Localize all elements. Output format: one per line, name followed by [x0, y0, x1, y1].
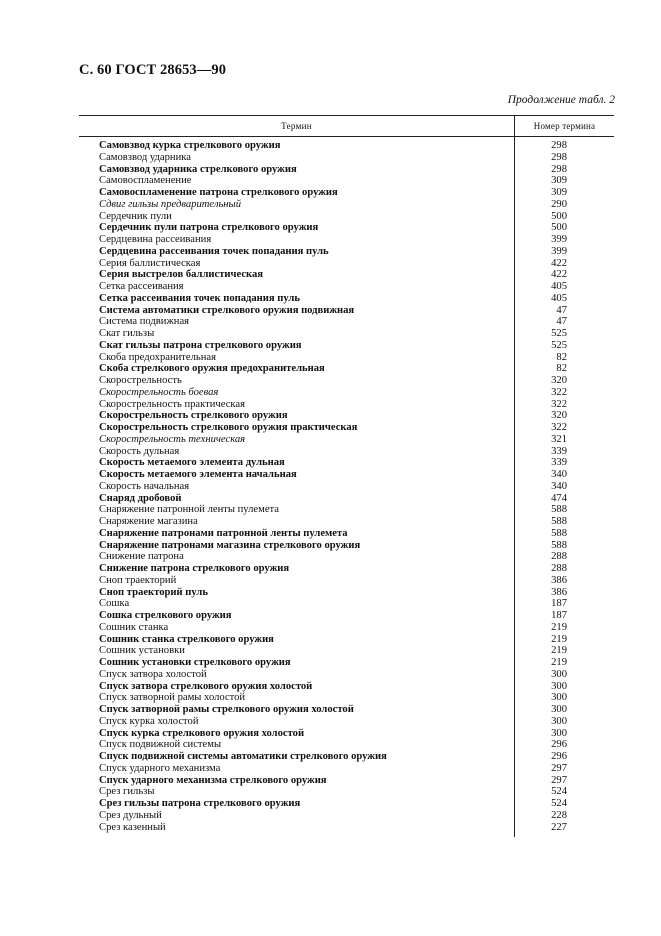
term-cell: Сетка рассеивания: [99, 281, 184, 292]
term-number-cell: 386: [551, 586, 567, 598]
table-row: [0, 258, 661, 270]
term-cell: Скорострельность практическая: [99, 398, 245, 410]
table-row: [0, 234, 661, 246]
term-number-cell: 524: [551, 786, 567, 798]
term-number-cell: 474: [551, 492, 567, 504]
table-row: [0, 481, 661, 493]
term-cell: Скорострельность стрелкового оружия практическая: [99, 422, 358, 433]
term-cell: Скорость метаемого элемента начальная: [99, 469, 297, 480]
term-cell: Сердечник пули патрона стрелкового оружия: [99, 222, 319, 234]
term-number-cell: 298: [551, 163, 567, 175]
table-row: [0, 634, 661, 646]
term-number-cell: 525: [551, 339, 567, 351]
term-number-cell: 300: [551, 715, 567, 727]
term-number-cell: 47: [556, 304, 567, 316]
term-number-cell: 300: [551, 668, 567, 680]
term-number-cell: 588: [551, 516, 567, 527]
term-number-cell: 187: [551, 610, 567, 621]
table-row: [0, 516, 661, 528]
table-row: [0, 446, 661, 458]
term-cell: Сошник установки стрелкового оружия: [99, 657, 291, 668]
term-cell: Сошка: [99, 598, 130, 610]
table-row: [0, 528, 661, 540]
table-row: [0, 164, 661, 176]
table-row: [0, 399, 661, 411]
table-row: [0, 540, 661, 552]
table-header-rule: [79, 136, 614, 137]
table-row: [0, 504, 661, 516]
term-table-body: [0, 140, 661, 833]
table-row: [0, 669, 661, 681]
term-cell: Скорость метаемого элемента дульная: [99, 457, 285, 469]
term-cell: Спуск курка холостой: [99, 715, 199, 727]
term-number-cell: 288: [551, 563, 567, 574]
term-number-cell: 588: [551, 527, 567, 539]
table-row: [0, 551, 661, 563]
table-row: [0, 692, 661, 704]
term-cell: Самовоспламенение патрона стрелкового оружия: [99, 187, 338, 198]
term-number-cell: 405: [551, 292, 567, 304]
term-number-cell: 300: [551, 692, 567, 704]
table-row: [0, 575, 661, 587]
term-number-cell: 290: [551, 198, 567, 210]
term-number-cell: 320: [551, 410, 567, 422]
table-row: [0, 622, 661, 634]
term-number-cell: 588: [551, 504, 567, 516]
term-cell: Снаряжение магазина: [99, 516, 198, 527]
table-row: [0, 375, 661, 387]
table-row: [0, 786, 661, 798]
term-number-cell: 399: [551, 245, 567, 257]
term-cell: Снаряжение патронами патронной ленты пулемета: [99, 527, 348, 539]
term-cell: Скорострельность боевая: [99, 386, 219, 398]
term-number-cell: 82: [556, 363, 567, 375]
term-cell: Сноп траекторий пуль: [99, 586, 208, 598]
term-number-cell: 219: [551, 633, 567, 645]
term-number-cell: 296: [551, 739, 567, 751]
term-cell: Спуск ударного механизма: [99, 762, 221, 774]
term-cell: Сетка рассеивания точек попадания пуль: [99, 292, 300, 304]
term-cell: Сошник станка стрелкового оружия: [99, 633, 274, 645]
table-row: [0, 352, 661, 364]
table-row: [0, 410, 661, 422]
table-row: [0, 328, 661, 340]
table-row: [0, 493, 661, 505]
table-row: [0, 763, 661, 775]
term-number-cell: 500: [551, 210, 567, 222]
term-number-cell: 298: [551, 151, 567, 163]
term-cell: Срез гильзы патрона стрелкового оружия: [99, 798, 301, 809]
table-row: [0, 598, 661, 610]
table-row: [0, 751, 661, 763]
term-cell: Срез гильзы: [99, 786, 155, 798]
term-number-cell: 300: [551, 727, 567, 739]
table-row: [0, 305, 661, 317]
term-cell: Спуск затворной рамы стрелкового оружия холостой: [99, 704, 354, 715]
column-header-term: Термин: [281, 121, 312, 131]
term-number-cell: 322: [551, 386, 567, 398]
term-cell: Серия выстрелов баллистическая: [99, 269, 263, 281]
term-cell: Система подвижная: [99, 316, 190, 328]
term-cell: Сошка стрелкового оружия: [99, 610, 232, 621]
term-number-cell: 588: [551, 539, 567, 551]
page-header: С. 60 ГОСТ 28653—90: [79, 62, 227, 78]
table-row: [0, 798, 661, 810]
table-row: [0, 340, 661, 352]
term-number-cell: 309: [551, 175, 567, 187]
term-cell: Скорострельность стрелкового оружия: [99, 410, 288, 422]
term-cell: Спуск затвора стрелкового оружия холостой: [99, 680, 313, 692]
term-cell: Спуск курка стрелкового оружия холостой: [99, 727, 305, 739]
table-row: [0, 469, 661, 481]
term-cell: Скорострельность техническая: [99, 433, 246, 445]
term-number-cell: 219: [551, 645, 567, 657]
table-row: [0, 587, 661, 599]
term-cell: Сердечник пули: [99, 210, 172, 222]
table-row: [0, 316, 661, 328]
table-row: [0, 211, 661, 223]
table-row: [0, 187, 661, 199]
term-number-cell: 47: [556, 316, 567, 328]
term-number-cell: 219: [551, 621, 567, 633]
term-number-cell: 322: [551, 398, 567, 410]
term-number-cell: 340: [551, 469, 567, 480]
term-cell: Снижение патрона стрелкового оружия: [99, 563, 290, 574]
term-cell: Серия баллистическая: [99, 257, 201, 269]
table-row: [0, 199, 661, 211]
term-number-cell: 422: [551, 257, 567, 269]
term-cell: Скат гильзы патрона стрелкового оружия: [99, 339, 302, 351]
term-cell: Сошник станка: [99, 621, 169, 633]
table-row: [0, 457, 661, 469]
term-cell: Скорость начальная: [99, 480, 190, 492]
table-row: [0, 728, 661, 740]
term-cell: Скорость дульная: [99, 445, 180, 457]
term-number-cell: 500: [551, 222, 567, 234]
term-cell: Срез казенный: [99, 821, 166, 833]
term-number-cell: 219: [551, 657, 567, 668]
term-cell: Скорострельность: [99, 375, 182, 386]
term-number-cell: 321: [551, 433, 567, 445]
table-row: [0, 657, 661, 669]
term-cell: Спуск подвижной системы автоматики стрелкового оружия: [99, 751, 387, 762]
term-number-cell: 386: [551, 574, 567, 586]
table-top-rule: [79, 115, 614, 116]
term-number-cell: 82: [556, 351, 567, 363]
term-cell: Спуск ударного механизма стрелкового оружия: [99, 774, 327, 786]
term-cell: Скоба предохранительная: [99, 351, 216, 363]
term-cell: Сноп траекторий: [99, 574, 177, 586]
term-number-cell: 525: [551, 328, 567, 339]
table-row: [0, 269, 661, 281]
term-cell: Сердцевина рассеивания точек попадания пуль: [99, 245, 329, 257]
term-number-cell: 320: [551, 375, 567, 386]
table-row: [0, 716, 661, 728]
term-cell: Самовзвод ударника: [99, 151, 191, 163]
term-cell: Спуск затворной рамы холостой: [99, 692, 246, 704]
term-cell: Сердцевина рассеивания: [99, 234, 212, 245]
term-number-cell: 340: [551, 480, 567, 492]
term-cell: Самовзвод курка стрелкового оружия: [99, 140, 281, 151]
table-row: [0, 175, 661, 187]
table-row: [0, 422, 661, 434]
table-row: [0, 222, 661, 234]
term-cell: Самовоспламенение: [99, 175, 192, 187]
term-cell: Сдвиг гильзы предварительный: [99, 198, 241, 210]
term-number-cell: 309: [551, 187, 567, 198]
term-number-cell: 322: [551, 422, 567, 433]
term-number-cell: 228: [551, 809, 567, 821]
term-cell: Снаряд дробовой: [99, 492, 182, 504]
table-row: [0, 281, 661, 293]
term-cell: Снаряжение патронами магазина стрелкового оружия: [99, 539, 361, 551]
table-row: [0, 387, 661, 399]
table-row: [0, 152, 661, 164]
table-row: [0, 704, 661, 716]
term-cell: Спуск затвора холостой: [99, 668, 207, 680]
term-number-cell: 339: [551, 457, 567, 469]
column-header-number: Номер термина: [533, 121, 596, 131]
table-row: [0, 681, 661, 693]
term-number-cell: 405: [551, 281, 567, 292]
table-row: [0, 610, 661, 622]
term-number-cell: 298: [551, 140, 567, 151]
table-row: [0, 645, 661, 657]
table-continuation-note: Продолжение табл. 2: [507, 94, 615, 106]
table-row: [0, 822, 661, 834]
table-row: [0, 363, 661, 375]
term-cell: Система автоматики стрелкового оружия подвижная: [99, 304, 355, 316]
term-number-cell: 524: [551, 798, 567, 809]
term-cell: Спуск подвижной системы: [99, 739, 222, 751]
table-row: [0, 434, 661, 446]
term-number-cell: 300: [551, 704, 567, 715]
term-number-cell: 296: [551, 751, 567, 762]
term-number-cell: 339: [551, 445, 567, 457]
table-row: [0, 775, 661, 787]
table-row: [0, 246, 661, 258]
term-cell: Скоба стрелкового оружия предохранительная: [99, 363, 325, 375]
term-number-cell: 297: [551, 762, 567, 774]
table-row: [0, 810, 661, 822]
term-number-cell: 422: [551, 269, 567, 281]
term-number-cell: 187: [551, 598, 567, 610]
term-cell: Снижение патрона: [99, 551, 184, 563]
term-cell: Срез дульный: [99, 809, 162, 821]
term-cell: Самовзвод ударника стрелкового оружия: [99, 163, 297, 175]
term-number-cell: 288: [551, 551, 567, 563]
table-row: [0, 563, 661, 575]
term-cell: Сошник установки: [99, 645, 185, 657]
table-row: [0, 739, 661, 751]
term-cell: Скат гильзы: [99, 328, 155, 339]
term-cell: Снаряжение патронной ленты пулемета: [99, 504, 279, 516]
table-row: [0, 293, 661, 305]
term-number-cell: 399: [551, 234, 567, 245]
term-number-cell: 300: [551, 680, 567, 692]
term-number-cell: 297: [551, 774, 567, 786]
term-number-cell: 227: [551, 821, 567, 833]
table-row: [0, 140, 661, 152]
